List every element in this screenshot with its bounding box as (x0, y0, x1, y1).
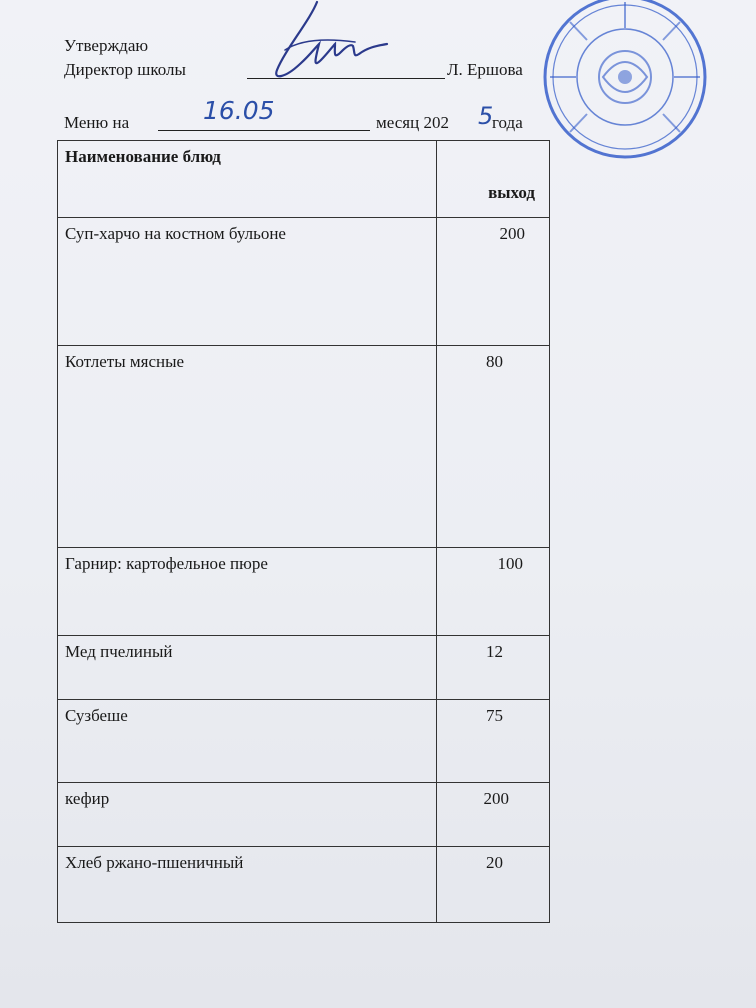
dish-name: кефир (58, 783, 437, 847)
dish-output: 20 (437, 847, 550, 923)
dish-name: Хлеб ржано-пшеничный (58, 847, 437, 923)
column-header-output: выход (437, 141, 550, 218)
dish-name: Суп-харчо на костном бульоне (58, 218, 437, 346)
dish-name: Мед пчелиный (58, 636, 437, 700)
table-row (58, 218, 550, 346)
table-row (58, 847, 550, 923)
dish-output: 200 (437, 783, 550, 847)
table-row (58, 548, 550, 636)
year-digit: 5 (478, 102, 494, 130)
dish-output: 12 (437, 636, 550, 700)
dish-name: Котлеты мясные (58, 346, 437, 548)
menu-prefix: Меню на (64, 113, 130, 132)
dish-output: 75 (437, 700, 550, 783)
dish-name: Сузбеше (58, 700, 437, 783)
month-label: месяц 202 (376, 113, 449, 132)
dish-output: 100 (437, 548, 550, 636)
dish-output: 200 (437, 218, 550, 346)
column-header-name: Наименование блюд (58, 141, 437, 218)
table-header-row (58, 141, 550, 218)
director-label: Директор школы (64, 60, 186, 79)
dish-output: 80 (437, 346, 550, 548)
signature-icon (255, 0, 395, 90)
table-row (58, 636, 550, 700)
table-row (58, 783, 550, 847)
year-suffix: года (492, 113, 523, 132)
table-row (58, 346, 550, 548)
official-stamp-icon (540, 0, 710, 162)
director-name: Л. Ершова (447, 60, 523, 79)
approve-label: Утверждаю (64, 36, 149, 55)
dish-name: Гарнир: картофельное пюре (58, 548, 437, 636)
table-row (58, 700, 550, 783)
signature-line (247, 78, 445, 79)
date-line (158, 130, 370, 131)
menu-date: 16.05 (203, 96, 275, 125)
menu-table (57, 140, 550, 923)
